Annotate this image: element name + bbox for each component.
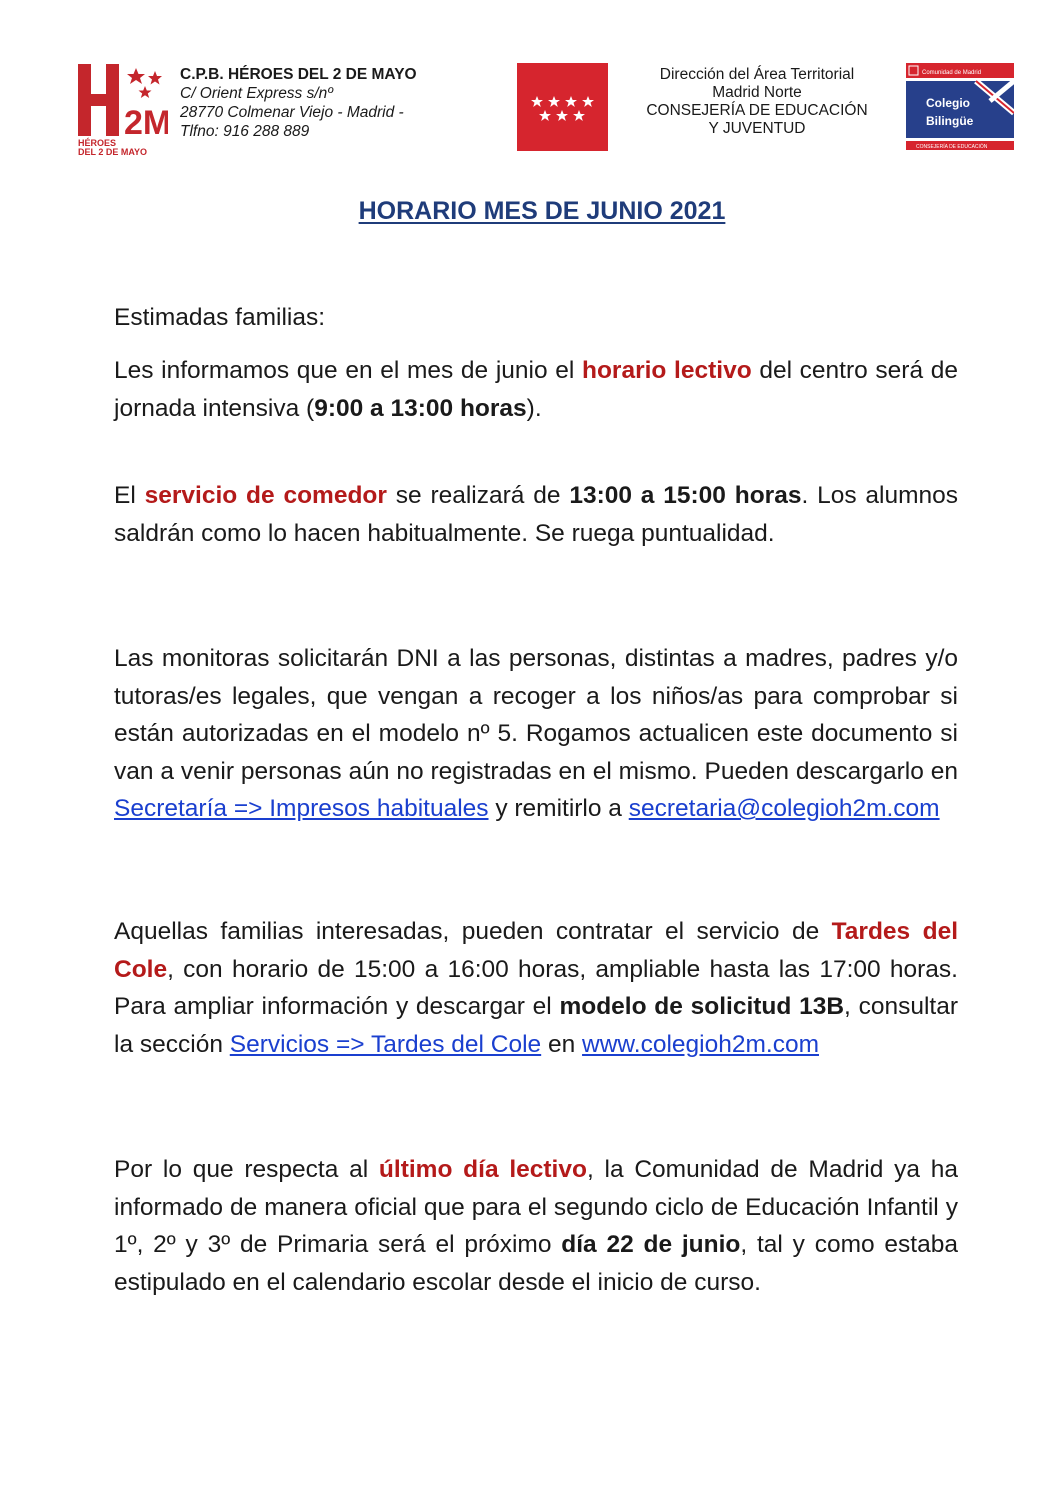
greeting [114, 299, 958, 337]
link-website[interactable]: www.colegioh2m.com [582, 1030, 819, 1058]
bold-horario: 9:00 a 13:00 horas [314, 394, 527, 422]
paragraph-monitoras [114, 640, 958, 828]
svg-text:HÉROES: HÉROES [78, 138, 117, 148]
highlight-servicio-comedor: servicio de comedor [144, 482, 387, 509]
svg-text:Comunidad de Madrid: Comunidad de Madrid [922, 70, 982, 76]
link-secretaria-impresos[interactable]: Secretaría => Impresos habituales [114, 795, 489, 822]
school-address-line1: C/ Orient Express s/nº [180, 85, 333, 102]
colegio-bilingue-badge [906, 63, 1014, 150]
paragraph-ultimo-dia [114, 1151, 958, 1301]
highlight-tardes-cole: Tardes del Cole [114, 918, 958, 983]
link-email-secretaria[interactable]: secretaria@colegioh2m.com [628, 795, 940, 822]
highlight-ultimo-dia: último día lectivo [378, 1156, 587, 1183]
direccion-line1: Dirección del Área Territorial [659, 66, 855, 83]
paragraph-tardes-cole-text: Aquellas familias interesadas, pueden contratar el servicio de Tardes del Cole, con horario de 15:00 a 16:00 horas, ampliable hasta las 17:00 horas. Para ampliar información y descargar el modelo de solicitud 13B, consultar la sección Servicios => Tardes del Cole en www.colegioh2m.com [114, 918, 959, 1058]
paragraph-comedor-text: El servicio de comedor se realizará de 13:00 a 15:00 horas. Los alumnos saldrán como lo hacen habitualmente. Se ruega puntualidad. [114, 482, 959, 547]
paragraph-ultimo-dia-text: Por lo que respecta al último día lectivo, la Comunidad de Madrid ya ha informado de manera oficial que para el segundo ciclo de Educación Infantil y 1º, 2º y 3º de Primaria será el próximo día 22 de junio, tal y como estaba estipulado en el calendario escolar desde el inicio de curso. [114, 1156, 958, 1296]
school-logo [76, 62, 168, 156]
school-address-line2: 28770 Colmenar Viejo - Madrid - [180, 104, 404, 121]
svg-text:CONSEJERÍA DE EDUCACIÓN: CONSEJERÍA DE EDUCACIÓN [916, 144, 988, 150]
greeting-text: Estimadas familias: [114, 304, 326, 331]
page-title: HORARIO MES DE JUNIO 2021 [358, 197, 726, 225]
svg-text:Colegio: Colegio [926, 96, 970, 110]
paragraph-horario [114, 352, 958, 427]
paragraph-comedor [114, 477, 958, 552]
direccion-line4: Y JUVENTUD [708, 120, 806, 137]
svg-text:2M: 2M [124, 104, 168, 142]
direccion-line3: CONSEJERÍA DE EDUCACIÓN [646, 102, 868, 119]
school-name: C.P.B. HÉROES DEL 2 DE MAYO [180, 66, 417, 83]
direccion-line2: Madrid Norte [712, 84, 802, 101]
highlight-horario-lectivo: horario lectivo [581, 357, 752, 384]
svg-text:DEL 2 DE MAYO: DEL 2 DE MAYO [78, 147, 148, 156]
link-servicios-tardes[interactable]: Servicios => Tardes del Cole [229, 1030, 542, 1058]
bold-modelo-solicitud: modelo de solicitud 13B [559, 993, 845, 1020]
paragraph-monitoras-text: Las monitoras solicitarán DNI a las personas, distintas a madres, padres y/o tutoras/es legales, que vengan a recoger a los niños/as para comprobar si están autorizadas en el modelo nº 5. Rogamos actualicen este documento si van a venir personas aún no registradas en el mismo. Pueden descargarlo en Secretaría => Impresos habituales y remitirlo a secretaria@colegioh2m.com [114, 645, 958, 822]
direccion-territorial [612, 66, 902, 138]
school-info [180, 65, 417, 141]
paragraph-tardes-cole [114, 913, 958, 1063]
bold-horario-comedor: 13:00 a 15:00 horas [569, 482, 802, 509]
school-phone: Tlfno: 916 288 889 [180, 123, 310, 140]
bold-fecha: día 22 de junio [561, 1231, 741, 1258]
svg-text:Bilingüe: Bilingüe [926, 114, 974, 128]
paragraph-horario-text: Les informamos que en el mes de junio el horario lectivo del centro será de jornada intensiva (9:00 a 13:00 horas). [114, 357, 958, 422]
comunidad-madrid-flag [517, 63, 608, 151]
